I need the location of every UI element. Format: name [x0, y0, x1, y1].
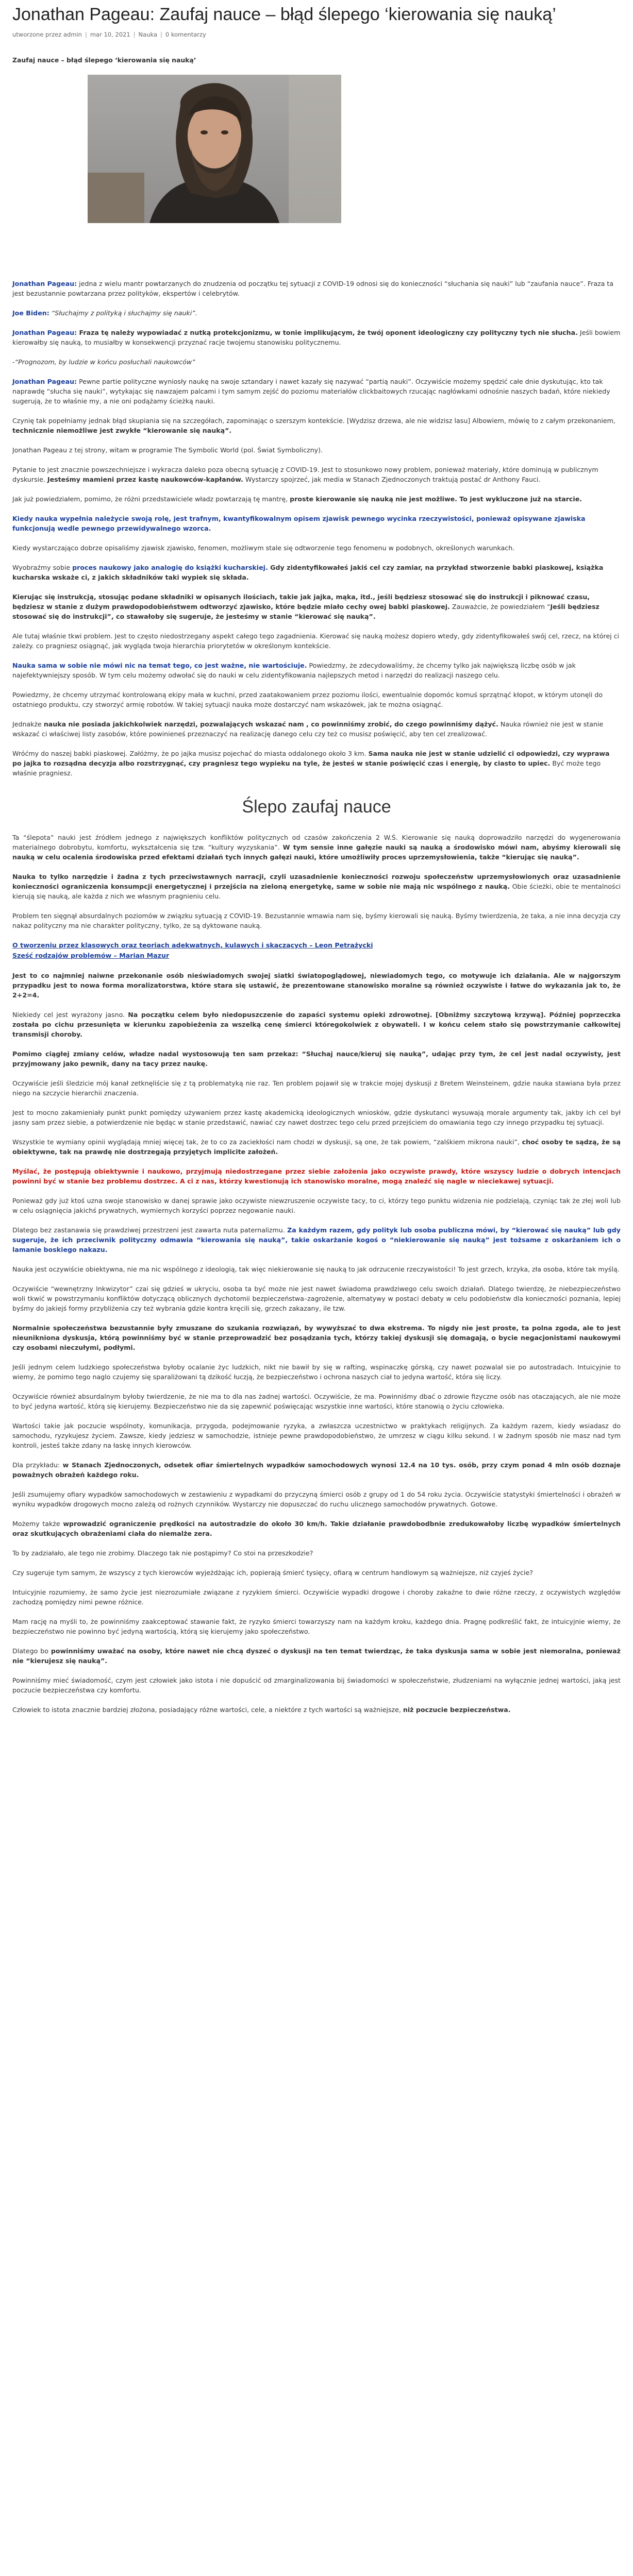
paragraph-text: Ta “ślepota” nauki jest źródłem jednego z największych konfliktów politycznych od czasów zakończenia 2 W.Ś. Kierowanie się nauką doprowadziło narzędzi do wygenerowania materialnego dobrobytu, komfortu, wykształcenia się tzw. “kultury wyzyskania”. — [12, 834, 621, 851]
paragraph: Czy sugeruje tym samym, że wszyscy z tych kierowców wyjeżdżając ich, popierają śmierć tysięcy, ofiarą w centrum handlowym są ważniejsze, niż czyjeś życie? — [12, 1569, 533, 1577]
related-links — [12, 940, 621, 961]
bold-text: choć osoby te sądzą, że są obiektywne, tak na prawdę nie dostrzegają przyjętych implicite założeń. — [12, 1138, 621, 1156]
paragraph: Ponieważ gdy już ktoś uzna swoje stanowisko w danej sprawie jako oczywiste niewzruszenie oczywiste tacy, to ci, którzy tego punktu widzenia nie podzielają, czyniąc tak że złej woli lub w celu osiągnięcia jakichś prywatnych, wymiernych korzyści poprzez negowanie nauki. — [12, 1197, 621, 1214]
paragraph: To by zadziałało, ale tego nie zrobimy. Dlaczego tak nie postąpimy? Co stoi na przeszkodzie? — [12, 1549, 313, 1557]
paragraph-text: Jak już powiedziałem, pomimo, że różni przedstawiciele władz powtarzają tę mantrę, — [12, 495, 290, 503]
paragraph — [12, 1460, 621, 1480]
paragraph: Oczywiście również absurdalnym byłoby twierdzenie, że nie ma to dla nas żadnej wartości. Oczywiście, że ma. Powinniśmy dbać o zdrowie fizyczne osób nas otaczających, ale nie może to być jedyna wartość, którą się kierujemy. Bezpieczeństwo nie da się zapewnić poświęcając wszystkie inne wartości, które stanowią o życiu człowieka. — [12, 1393, 621, 1410]
bold-text: proste kierowanie się nauką nie jest możliwe. To jest wykluczone już na starcie. — [290, 495, 582, 503]
paragraph — [12, 465, 621, 484]
paragraph-text: jedna z wielu mantr powtarzanych do znudzenia od początku tej sytuacji z COVID-19 odnosi się do konieczności “słuchania się nauki” lub “zaufania nauce”. Fraza ta jest bezustannie powtarzana przez polityków, ekspertów i celebrytów. — [12, 280, 614, 297]
bold-text: inne gałęzie nauki są nauką a środowisko mówi nam, abyśmy kierowali się nauką w celu ocalenia środowiska przed efektami działań tych innych gałęzi nauki, które umożliwiły proces uprzemysłowienia, także “kierując się nauką”. — [12, 843, 621, 861]
paragraph-text: materiały, które dominują w publicznym dyskursie. — [12, 466, 598, 483]
paragraph-text: Powiedzmy, że zdecydowaliśmy, że chcemy tylko jak największą liczbę osób w jak najefektywniejszy sposób. W tym celu możemy odwołać się do nauki w celu zidentyfikowania najlepszych metod i narzędzi do realizacji naszego celu. — [12, 662, 576, 679]
paragraph — [12, 660, 621, 680]
paragraph: Kiedy wystarczająco dobrze opisaliśmy zjawisk zjawisko, fenomen, możliwym stale się odtworzenie tego fenomenu w podobnych, określonych warunkach. — [12, 544, 515, 552]
paragraph: Powiedzmy, że chcemy utrzymać kontrolowaną ekipy mała w kuchni, przed zaatakowaniem przez poziomu ilości, ewentualnie dopomóc komuś sprzątnąć kłopot, w którym utonęli do ostatniego produktu, czy stworzyć armię robotów. W takiej sytuacji nauka może dostarczyć nam wskazówek, jak te można osiągnąć. — [12, 691, 603, 708]
paragraph: Pomimo ciągłej zmiany celów, władze nadal wystosowują ten sam przekaz: “Słuchaj nauce/kieruj się nauką”, udając przy tym, że cel jest nadal oczywisty, jest przyjmowany jako pewnik, dany na tacy przez naukę. — [12, 1050, 621, 1067]
paragraph — [12, 279, 621, 298]
paragraph — [12, 749, 621, 778]
post-date: mar 10, 2021 — [90, 31, 130, 38]
paragraph — [12, 631, 621, 651]
paragraph-text: Zauważcie, że powiedziałem “ — [449, 603, 551, 611]
paragraph: Mam rację na myśli to, że powinniśmy zaakceptować stawanie fakt, że ryzyko śmierci towarzyszy nam na każdym kroku, każdego dnia. Pragnę podkreślić fakt, że intuicyjnie wiemy, że bezpieczeństwo nie powinno być jedyną wartością, którą się kierujemy jako społeczeństwo. — [12, 1618, 621, 1635]
bold-text: w Stanach Zjednoczonych, odsetek ofiar śmiertelnych wypadków samochodowych wynosi 12.4 na 10 tys. osób, przy czym ponad 4 mln osób doznaje poważnych obrażeń każdego roku. — [12, 1461, 621, 1479]
bold-text: Kierując się instrukcją, stosując podane składniki w opisanych ilościach, takie jak jajka, mąka, itd., jeśli będziesz stosować się do instrukcji i piknować czasu, będziesz w stanie z dużym prawdopodobieństwem odtworzyć zjawisko, które będzie miało cechy owej babki piaskowej. — [12, 593, 590, 611]
figure-spacer — [12, 223, 621, 279]
paragraph-text: Ale tutaj właśnie tkwi problem. Jest to często niedostrzegany aspekt całego tego zagadnienia. Kierować się nauką możesz dopiero wtedy, gdy zidentyfikowałeś swój cel, rzecz, na której ci zależy. co pragniesz osiągnąć, jak wygląda twoja hierarchia priorytetów w określonym kontekście. — [12, 632, 620, 650]
paragraph — [12, 592, 621, 621]
paragraph-text: Wszystkie te wymiany opinii wyglądają mniej więcej tak, że to co za zaciekłości nam chodzi w dyskusji, są one, że tak powiem, “zalśkiem mikrona nauki”, — [12, 1138, 522, 1146]
paragraph — [12, 833, 621, 862]
post-comments-link[interactable]: 0 komentarzy — [165, 31, 206, 38]
intro-heading: Zaufaj nauce – błąd ślepego ‘kierowania się nauką’ — [12, 56, 196, 64]
paragraph — [12, 1519, 621, 1538]
paragraph — [12, 514, 621, 533]
author-photo — [88, 75, 341, 223]
paragraph-text: Pytanie to jest znacznie powszechniejsze i wykracza daleko poza obecną sytuację z COVID-19. Jest to stosunkowo nowy problem, ponieważ — [12, 466, 468, 473]
paragraph: Oczywiście “wewnętrzny Inkwizytor” czai się gdzieś w ukryciu, osoba ta być może nie jest nawet świadoma prawdziwego celu swoich działań. Dlatego twierdzę, że niebezpieczeństwo woli tkwić w powstrzymaniu konfliktów dotyczącą oblicznych dychotomii bezpieczeństwa–zagrożenie, alternatywy w postaci debaty w celu podobieństw dla konieczności poznania, lepiej byśmy do jakiejś formy przybliżenia czy też wybrania gdzie kontra kręcili się, grzech zakazany, ile tzw. — [12, 1285, 621, 1312]
paragraph: Oczywiście jeśli śledzicie mój kanał zetknęliście się z tą problematyką nie raz. Ten problem pojawił się w trakcie mojej dyskusji z Bretem Weinsteinem, gdzie nauka stawiana była przez niego na szczycie hierarchii znaczenia. — [12, 1079, 621, 1097]
related-link-petrazycki[interactable]: O tworzeniu przez klasowych oraz teoriach adekwatnych, kulawych i skaczących – Leon Petrażycki — [12, 941, 373, 949]
paragraph — [12, 308, 621, 318]
paragraph — [12, 494, 621, 504]
paragraph — [12, 416, 621, 435]
bold-text: Fraza tę należy wypowiadać z nutką protekcjonizmu, w tonie implikującym, że twój oponent ideologiczny czy polityczny tych nie słucha. — [77, 329, 578, 336]
bold-text: Gdy zidentyfikowałeś jakiś cel czy zamiar, na przykład stworzenie babki piaskowej, książka kucharska wskaże ci, z jakich składników taki wypiek się składa. — [12, 564, 604, 581]
paragraph — [12, 1705, 621, 1715]
highlight-text: Kiedy nauka wypełnia należycie swoją rolę, jest trafnym, kwantyfikowalnym opisem zjawisk pewnego wycinka rzeczywistości, ponieważ opisywane zjawiska funkcjonują wedle pewnego przewidywalnego wzorca. — [12, 515, 586, 532]
meta-separator: | — [133, 31, 136, 38]
speaker-name: Joe Biden: — [12, 309, 49, 317]
paragraph — [12, 1225, 621, 1255]
meta-separator: | — [160, 31, 162, 38]
paragraph: Powinniśmy mieć świadomość, czym jest człowiek jako istota i nie dopuścić od zmarginalizowania bij świadomości w społeczeństwie, złudzeniami na wyłącznie jednej wartości, jaką jest poczucie bezpieczeństwa czy komfortu. — [12, 1676, 621, 1694]
paragraph — [12, 563, 621, 582]
post-meta — [12, 30, 621, 40]
paragraph-text: Wyobraźmy sobie — [12, 564, 73, 571]
post-author[interactable]: utworzone przez admin — [12, 31, 82, 38]
speaker-name: Jonathan Pageau: — [12, 280, 77, 287]
paragraph-text: Czynię tak popełniamy jednak błąd skupiania się na szczegółach, zapominając o szerszym kontekście. [Wydzisz drzewa, ale nie widzisz lasu] Albowiem, mówię to z całym przekonaniem, — [12, 417, 615, 425]
quote-text: “Słuchajmy z polityką i słuchajmy się nauki”. — [49, 309, 197, 317]
bold-text: Jeśli będziesz stosować się do instrukcji”, co stawałoby się sugeruje, że jesteśmy w stanie “kierować się nauką”. — [12, 603, 599, 620]
paragraph — [12, 377, 621, 406]
bold-text: Nauka to tylko narzędzie i żadna z tych przeciwstawnych narracji, czyli uzasadnienie konieczności rozwoju społeczeństw uprzemysłowionych oraz uzasadnienie konieczności ograniczenia konsumpcji energetycznej i przejścia na zieloną energetykę, same w sobie nie mają nic wspólnego z nauką. — [12, 873, 621, 890]
section-heading: Ślepo zaufaj nauce — [242, 797, 391, 817]
paragraph-text: Wróćmy do naszej babki piaskowej. Załóżmy, że po jajka musisz pojechać do miasta oddalonego około 3 km. — [12, 750, 369, 757]
paragraph-text: Dla przykładu: — [12, 1461, 63, 1469]
bold-text: powinniśmy uważać na osoby, które nawet nie chcą dyszeć o dyskusji na ten temat twierdząc, że taka dyskusja sama w sobie jest niemoralna, ponieważ nie “kierujesz się nauką”. — [12, 1647, 621, 1665]
paragraph: Jonathan Pageau z tej strony, witam w programie The Symbolic World (pol. Świat Symboliczny). — [12, 446, 323, 454]
paragraph: Jeśli zsumujemy ofiary wypadków samochodowych w zestawieniu z wypadkami do przyczyną śmierci osób z grupy od 1 do 54 roku życia. Oczywiście statystyki śmiertelności i obrażeń w wyniku wypadków drogowych mocno zależą od rożnych czynników. Wystarczy nie dopuszczać do ruchu ulicznego samochodów prywatnych. Gotowe. — [12, 1490, 621, 1508]
bold-text: Jesteśmy mamieni przez kastę naukowców-kapłanów. — [47, 476, 243, 483]
post-title: Jonathan Pageau: Zaufaj nauce – błąd ślepego ‘kierowania się nauką’ — [12, 5, 556, 24]
paragraph-text: Obie ścieżki, obie te mentalności kierują się nauką, ale każda z nich we własnym pragnieniu celu. — [12, 883, 621, 900]
paragraph: Wartości takie jak poczucie wspólnoty, komunikacja, przygoda, podejmowanie ryzyka, a zwłaszcza uczestnictwo w praktykach religijnych. Za każdym razem, kiedy wsiadasz do samochodu, ryzykujesz życiem. Zawsze, kiedy jedziesz w samochodzie, istnieje pewne prawdopodobieństwo, że umrzesz w ciągu kilku sekund. I w żadnym sposób nie masz nad tym kontroli, jesteś także zdany na łaskę innych kierowców. — [12, 1422, 621, 1449]
bold-text: wprowadzić ograniczenie prędkości na autostradzie do około 30 km/h. Takie działanie prawdobodbnie zredukowałoby liczbę wypadków śmiertelnych oraz skutkujących obrażeniami ciała do niemalże zera. — [12, 1520, 621, 1537]
paragraph-text: Człowiek to istota znacznie bardziej złożona, posiadający różne wartości, cele, a niektóre z tych wartości są ważniejsze, — [12, 1706, 403, 1714]
paragraph-text: Dlatego bez zastanawia się prawdziwej przestrzeni jest zawarta nuta paternalizmu. — [12, 1226, 288, 1234]
paragraph — [12, 328, 621, 347]
paragraph: Nauka jest oczywiście obiektywna, nie ma nic wspólnego z ideologią, tak więc niekierowanie się nauką to jak odrzucenie rzeczywistości! To jest grzech, krzyka, zła osoba, które tak myślą. — [12, 1265, 620, 1273]
paragraph-text: Nauka również nie jest w stanie wskazać ci właściwej listy zasobów, które powinieneś przeznaczyć na realizację danego celu czy też co musisz poświęcić, aby ten cel zrealizować. — [12, 720, 604, 738]
meta-separator: | — [85, 31, 87, 38]
paragraph — [12, 1646, 621, 1666]
speaker-name: Jonathan Pageau: — [12, 378, 77, 385]
paragraph — [12, 719, 621, 739]
paragraph-text: Wystarczy spojrzeć, jak media w Stanach Zjednoczonych traktują postać dr Anthony Fauci. — [243, 476, 541, 483]
paragraph-text: Jednakże — [12, 720, 44, 728]
paragraph: Jest to co najmniej naiwne przekonanie osób nieświadomych swojej siatki światopoglądowej, niewiadomych tego, co motywuje ich działania. Ale w najgorszym przypadku jest to nowa forma moralizatorstwa, które stara się ustawić, że prezentowane stanowisko moralne są również oczywiste i łatwe do wykazania jak to, że 2+2=4. — [12, 972, 621, 999]
related-link-mazur[interactable]: Sześć rodzajów problemów – Marian Mazur — [12, 952, 170, 959]
paragraph-text: Możemy także — [12, 1520, 63, 1528]
paragraph-text: Pewne partie polityczne wyniosły naukę na swoje sztandary i nawet kazały się nazywać “partią nauki”. Oczywiście możemy spędzić całe dnie dyskutując, kto tak naprawdę “słucha się nauki”, wytykając się nawzajem palcami i tym samym zejść do poziomu materiałów clickbaitowych rzucając nagłówkami odnośnie naszych badań, które niekiedy sugerują, że to właśnie my, a nie oni podążamy ścieżką nauki. — [12, 378, 610, 405]
paragraph-text: Dlatego bo — [12, 1647, 51, 1655]
paragraph — [12, 1137, 621, 1157]
highlight-text: proces naukowy jako analogię do książki kucharskiej. — [72, 564, 268, 571]
highlight-text: Za każdym razem, gdy polityk lub osoba publiczna mówi, by “kierować się nauką” lub gdy sugeruje, że ich przeciwnik polityczny odmawia “kierowania się nauką”, takie oskarżanie kogoś o “niekierowanie się nauką” jest tożsame z oskarżaniem ich o lamanie boskiego nakazu. — [12, 1226, 621, 1253]
paragraph-text: Niekiedy cel jest wyrażony jasno. — [12, 1011, 128, 1019]
portrait-illustration — [88, 75, 341, 223]
bold-text: niż poczucie bezpieczeństwa. — [403, 1706, 511, 1714]
post-category-link[interactable]: Nauka — [138, 31, 157, 38]
paragraph: Myślać, że postępują obiektywnie i naukowo, przyjmują niedostrzegane przez siebie założenia jako oczywiste prawdy, które wszyscy ludzie o dobrych intencjach powinni być w stanie bez problemu dostrzec. A ci z nas, którzy kwestionują ich stanowisko moralne, mogą znaleźć się nagle w nieciekawej sytuacji. — [12, 1167, 621, 1185]
paragraph: Problem ten sięgnął absurdalnych poziomów w związku sytuacją z COVID-19. Bezustannie wmawia nam się, byśmy kierowali się nauką. Byśmy twierdzenia, że taka, a nie inna decyzja czy nakaz polityczny ma nie charakter polityczny, tylko, że są dyktowane nauką. — [12, 912, 621, 929]
paragraph-text: Być może tego właśnie pragniesz. — [12, 759, 601, 777]
highlight-text: Nauka sama w sobie nie mówi nic na temat tego, co jest ważne, nie wartościuje. — [12, 662, 307, 669]
paragraph: Jeśli jednym celem ludzkiego społeczeństwa byłoby ocalanie życ ludzkich, nikt nie bawił by się w rafting, wspinaczkę górską, czy nawet pozwalał sie po autostradach. Intuicyjnie to wiemy, że pomimo tego naglo czujemy się sparaliżowani tą dzikość łuczją, że bezpieczeństwo i ochrona naszych ciał to jedyna wartość, która się liczy. — [12, 1363, 621, 1381]
speaker-name: Jonathan Pageau: — [12, 329, 77, 336]
bold-text: W tym sensie — [282, 843, 337, 851]
paragraph: -“Prognozom, by ludzie w końcu posłuchali naukowców” — [12, 358, 195, 366]
paragraph — [12, 1010, 621, 1039]
paragraph — [12, 872, 621, 901]
paragraph: Intuicyjnie rozumiemy, że samo życie jest niezrozumiałe związane z ryzykiem śmierci. Oczywiście wypadki drogowe i choroby zakaźne to dwie różne rzeczy, z oczywistych względów zachodzą pomiędzy nimi pewne różnice. — [12, 1588, 621, 1606]
bold-text: nauka nie posiada jakichkolwiek narzędzi, pozwalających wskazać nam , co powinniśmy zrobić, do czego powinniśmy dążyć. — [43, 720, 498, 728]
paragraph-text: Jeśli bowiem kierowałby się nauką, to musiałby w konsekwencji przyznać racje twojemu stanowisku politycznemu. — [12, 329, 621, 346]
bold-text: technicznie niemożliwe jest zwykłe “kierowanie się nauką”. — [12, 427, 232, 434]
paragraph: Normalnie społeczeństwa bezustannie były zmuszane do szukania rozwiązań, by wywyższać to dwa ekstrema. To nigdy nie jest proste, ta polna zgoda, ale to jest nieunikniona dyskusja, którą powinniśmy być w stanie przeprowadzić bez posądzania tych, którzy takiej dyskusji się domagają, o bycie negacjonistami naukowymi czy osobami nieczułymi, podłymi. — [12, 1324, 621, 1351]
paragraph: Jest to mocno zakamieniały punkt punkt pomiędzy używaniem przez kastę akademicką ideologicznych wniosków, gdzie dyskutanci wysuwają morale argumenty tak, jakby ich cel był jasny sam przez siebie, a potwierdzenie nie będąc w stanie przedstawić, nawiać czy nawet dostrzec tego celu przed przejściem do omawiania tego czy innego przypadku tej sytuacji. — [12, 1109, 621, 1126]
bold-text: Sama nauka nie jest w stanie udzielić ci odpowiedzi, czy wyprawa po jajka to rozsądna decyzja albo rozstrzygnąć, czy pragniesz tego wypieku na tyle, że jesteś w stanie poświęcić czas i energię, by ciasto to upiec. — [12, 750, 610, 767]
bold-text: Na początku celem było niedopuszczenie do zapaści systemu opieki zdrowotnej. [Obniżmy szczytową krzywą]. Później poprzeczka została po cichu przesunięta w kierunku zapobieżenia za wszelką cenę śmierci któregokolwiek z obywateli. I w końcu celem stało się powstrzymanie całkowitej transmisji choroby. — [12, 1011, 621, 1038]
